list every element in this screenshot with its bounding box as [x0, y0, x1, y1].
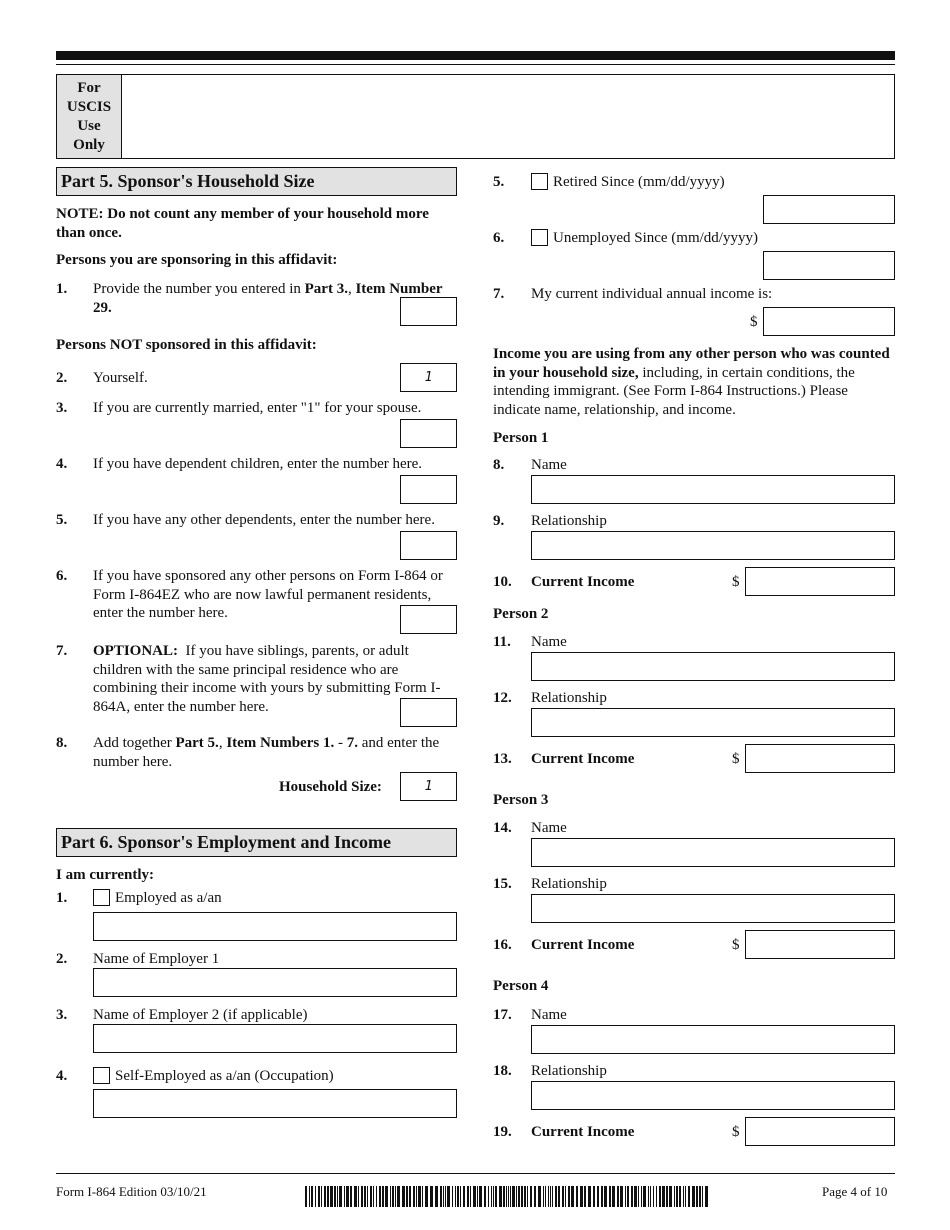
barcode-bar	[538, 1186, 541, 1207]
barcode-bar	[495, 1186, 497, 1207]
item1-text: Provide the number you entered in Part 3., Item Number 29.	[93, 281, 443, 316]
form-edition: Form I-864 Edition 03/10/21	[56, 1184, 207, 1199]
current-income-label: Current Income	[531, 751, 635, 767]
barcode-bar	[527, 1186, 528, 1207]
barcode-bar	[679, 1186, 681, 1207]
item-number: 5.	[56, 512, 68, 528]
barcode-bar	[385, 1186, 388, 1207]
sponsored-lpr-field[interactable]	[400, 605, 457, 634]
item6-text: If you have sponsored any other persons on Form I-864 or Form I-864EZ who are now lawful permanent residents, enter the number here.	[93, 568, 443, 621]
barcode-bar	[702, 1186, 703, 1207]
item-number: 13.	[493, 751, 512, 767]
barcode-bar	[413, 1186, 415, 1207]
barcode-bar	[609, 1186, 611, 1207]
barcode-bar	[627, 1186, 629, 1207]
barcode-bar	[643, 1186, 646, 1207]
barcode-bar	[580, 1186, 583, 1207]
sponsoring-heading: Persons you are sponsoring in this affidavit:	[56, 252, 338, 268]
household-size-label: Household Size:	[279, 779, 382, 795]
person4-name-field[interactable]	[531, 1025, 895, 1054]
barcode-bar	[674, 1186, 675, 1207]
barcode-bar	[367, 1186, 368, 1207]
person2-relationship-field[interactable]	[531, 708, 895, 737]
item-number: 7.	[56, 643, 68, 659]
employer1-field[interactable]	[93, 968, 457, 997]
other-income-instructions: Income you are using from any other person who was counted in your household size, including, in certain conditions, the intending immigrant. (See Form I-864 Instructions.) Please indicate name, relationship, and income.	[493, 346, 890, 418]
barcode-bar	[397, 1186, 400, 1207]
barcode-bar	[530, 1186, 532, 1207]
barcode-bar	[376, 1186, 377, 1207]
barcode-bar	[565, 1186, 566, 1207]
barcode-bar	[548, 1186, 549, 1207]
item2-text: Yourself.	[93, 370, 148, 386]
barcode-bar	[440, 1186, 442, 1207]
barcode-bar	[612, 1186, 615, 1207]
barcode-bar	[699, 1186, 701, 1207]
person3-relationship-field[interactable]	[531, 894, 895, 923]
current-income-label: Current Income	[531, 574, 635, 590]
barcode-bar	[638, 1186, 639, 1207]
barcode-bar	[488, 1186, 489, 1207]
person3-heading: Person 3	[493, 792, 549, 808]
item-number: 16.	[493, 937, 512, 953]
barcode-bar	[327, 1186, 329, 1207]
barcode-bar	[508, 1186, 509, 1207]
employed-occupation-field[interactable]	[93, 912, 457, 941]
barcode-bar	[463, 1186, 465, 1207]
barcode-bar	[692, 1186, 695, 1207]
employed-label: Employed as a/an	[115, 890, 222, 906]
barcode-bar	[455, 1186, 456, 1207]
page-number: Page 4 of 10	[822, 1184, 888, 1199]
item-number: 1.	[56, 281, 68, 297]
item-number: 19.	[493, 1124, 512, 1140]
person3-name-field[interactable]	[531, 838, 895, 867]
barcode-bar	[473, 1186, 476, 1207]
item-number: 3.	[56, 1007, 68, 1023]
barcode-bar	[354, 1186, 357, 1207]
barcode-bar	[576, 1186, 578, 1207]
i864a-count-field[interactable]	[400, 698, 457, 727]
unemployed-date-field[interactable]	[763, 251, 895, 280]
self-employed-occupation-field[interactable]	[93, 1089, 457, 1118]
barcode-bar	[484, 1186, 486, 1207]
retired-date-field[interactable]	[763, 195, 895, 224]
barcode-bar	[648, 1186, 649, 1207]
barcode-bar	[516, 1186, 517, 1207]
barcode-bar	[593, 1186, 595, 1207]
barcode-bar	[334, 1186, 336, 1207]
unemployed-checkbox[interactable]	[531, 229, 548, 246]
barcode-bar	[392, 1186, 394, 1207]
currently-label: I am currently:	[56, 867, 155, 883]
employer2-label: Name of Employer 2 (if applicable)	[93, 1007, 308, 1023]
barcode-bar	[425, 1186, 428, 1207]
current-income-label: Current Income	[531, 1124, 635, 1140]
barcode-bar	[318, 1186, 320, 1207]
relationship-label: Relationship	[531, 876, 607, 892]
barcode-bar	[568, 1186, 570, 1207]
barcode-bar	[470, 1186, 471, 1207]
barcode-bar	[382, 1186, 384, 1207]
barcode-bar	[696, 1186, 698, 1207]
sponsored-count-field[interactable]	[400, 297, 457, 326]
item4-text: If you have dependent children, enter the number here.	[93, 456, 423, 472]
person1-income-field[interactable]	[745, 567, 895, 596]
relationship-label: Relationship	[531, 1063, 607, 1079]
person4-relationship-field[interactable]	[531, 1081, 895, 1110]
barcode-bar	[373, 1186, 374, 1207]
dollar-sign: $	[732, 751, 740, 767]
barcode-bar	[443, 1186, 444, 1207]
barcode-bar	[597, 1186, 599, 1207]
barcode-bar	[491, 1186, 492, 1207]
barcode-bar	[558, 1186, 560, 1207]
barcode-bar	[634, 1186, 637, 1207]
barcode-bar	[418, 1186, 421, 1207]
annual-income-field[interactable]	[763, 307, 895, 336]
item-number: 8.	[56, 735, 68, 751]
barcode-bar	[477, 1186, 478, 1207]
part5-note: NOTE: Do not count any member of your household more than once.	[56, 206, 429, 241]
barcode-bar	[506, 1186, 507, 1207]
item8-text: Add together Part 5., Item Numbers 1. - 7. and enter the number here.	[93, 735, 440, 770]
dollar-sign: $	[750, 314, 758, 330]
annual-income-label: My current individual annual income is:	[531, 286, 773, 302]
barcode-bar	[309, 1186, 310, 1207]
barcode-bar	[656, 1186, 657, 1207]
barcode-bar	[311, 1186, 313, 1207]
item-number: 7.	[493, 286, 505, 302]
item-number: 2.	[56, 370, 68, 386]
part5-header: Part 5. Sponsor's Household Size	[56, 167, 457, 196]
barcode-bar	[676, 1186, 678, 1207]
item-number: 4.	[56, 1068, 68, 1084]
footer-rule	[56, 1173, 895, 1174]
barcode-bar	[503, 1186, 505, 1207]
item-number: 9.	[493, 513, 505, 529]
barcode-bar	[683, 1186, 684, 1207]
barcode-bar	[445, 1186, 446, 1207]
person1-name-field[interactable]	[531, 475, 895, 504]
name-label: Name	[531, 820, 567, 836]
other-dependents-field[interactable]	[400, 531, 457, 560]
barcode-bar	[479, 1186, 482, 1207]
barcode-bar	[552, 1186, 553, 1207]
person4-income-field[interactable]	[745, 1117, 895, 1146]
barcode-bar	[705, 1186, 708, 1207]
name-label: Name	[531, 634, 567, 650]
barcode-bar	[534, 1186, 536, 1207]
item3-text: If you are currently married, enter "1" for your spouse.	[93, 400, 422, 416]
barcode-bar	[422, 1186, 423, 1207]
uscis-use-only-box	[56, 74, 895, 159]
barcode-bar	[350, 1186, 352, 1207]
barcode-bar	[457, 1186, 459, 1207]
relationship-label: Relationship	[531, 513, 607, 529]
barcode-bar	[543, 1186, 544, 1207]
barcode-bar	[584, 1186, 586, 1207]
name-label: Name	[531, 457, 567, 473]
person2-name-field[interactable]	[531, 652, 895, 681]
employer1-label: Name of Employer 1	[93, 951, 220, 967]
person3-income-field[interactable]	[745, 930, 895, 959]
person2-income-field[interactable]	[745, 744, 895, 773]
barcode-bar	[669, 1186, 672, 1207]
barcode-bar	[321, 1186, 322, 1207]
self-employed-checkbox[interactable]	[93, 1067, 110, 1084]
barcode-bar	[524, 1186, 526, 1207]
barcode-bar	[659, 1186, 661, 1207]
barcode-bar	[406, 1186, 408, 1207]
dependent-children-field[interactable]	[400, 475, 457, 504]
item-number: 4.	[56, 456, 68, 472]
barcode-bar	[518, 1186, 520, 1207]
retired-label: Retired Since (mm/dd/yyyy)	[553, 174, 725, 190]
barcode-bar	[409, 1186, 411, 1207]
barcode-bar	[379, 1186, 381, 1207]
not-sponsored-heading: Persons NOT sponsored in this affidavit:	[56, 337, 317, 353]
barcode-bar	[662, 1186, 665, 1207]
barcode-bar	[493, 1186, 494, 1207]
item-number: 14.	[493, 820, 512, 836]
item-number: 6.	[56, 568, 68, 584]
barcode-bar	[625, 1186, 626, 1207]
barcode	[305, 1186, 712, 1207]
barcode-bar	[685, 1186, 686, 1207]
barcode-bar	[650, 1186, 651, 1207]
barcode-bar	[666, 1186, 668, 1207]
spouse-count-field[interactable]	[400, 419, 457, 448]
barcode-bar	[550, 1186, 551, 1207]
barcode-bar	[361, 1186, 363, 1207]
dollar-sign: $	[732, 937, 740, 953]
yourself-count-field[interactable]: 1	[400, 363, 457, 392]
barcode-bar	[588, 1186, 591, 1207]
dollar-sign: $	[732, 574, 740, 590]
item5-text: If you have any other dependents, enter the number here.	[93, 512, 435, 528]
barcode-bar	[620, 1186, 623, 1207]
person1-heading: Person 1	[493, 430, 549, 446]
barcode-bar	[344, 1186, 345, 1207]
barcode-bar	[452, 1186, 453, 1207]
barcode-bar	[330, 1186, 333, 1207]
barcode-bar	[653, 1186, 654, 1207]
item-number: 6.	[493, 230, 505, 246]
item-number: 2.	[56, 951, 68, 967]
barcode-bar	[447, 1186, 450, 1207]
barcode-bar	[545, 1186, 546, 1207]
barcode-bar	[358, 1186, 359, 1207]
barcode-bar	[688, 1186, 690, 1207]
barcode-bar	[416, 1186, 417, 1207]
barcode-bar	[562, 1186, 564, 1207]
barcode-bar	[571, 1186, 574, 1207]
retired-checkbox[interactable]	[531, 173, 548, 190]
item7-text: OPTIONAL: If you have siblings, parents, or adult children with the same principal residence who are combining their income with yours by submitting Form I-864A, enter the number here.	[93, 643, 441, 715]
person4-heading: Person 4	[493, 978, 549, 994]
barcode-bar	[402, 1186, 405, 1207]
barcode-bar	[315, 1186, 316, 1207]
dollar-sign: $	[732, 1124, 740, 1140]
barcode-bar	[641, 1186, 642, 1207]
barcode-bar	[337, 1186, 338, 1207]
top-rule-thick	[56, 51, 895, 60]
name-label: Name	[531, 1007, 567, 1023]
barcode-bar	[346, 1186, 349, 1207]
item-number: 1.	[56, 890, 68, 906]
barcode-bar	[395, 1186, 396, 1207]
part6-header: Part 6. Sponsor's Employment and Income	[56, 828, 457, 857]
barcode-bar	[631, 1186, 633, 1207]
employer2-field[interactable]	[93, 1024, 457, 1053]
person2-heading: Person 2	[493, 606, 549, 622]
barcode-bar	[555, 1186, 557, 1207]
barcode-bar	[617, 1186, 619, 1207]
unemployed-label: Unemployed Since (mm/dd/yyyy)	[553, 230, 758, 246]
item-number: 15.	[493, 876, 512, 892]
barcode-bar	[370, 1186, 372, 1207]
employed-checkbox[interactable]	[93, 889, 110, 906]
uscis-use-only-label: For USCIS Use Only	[57, 75, 122, 158]
relationship-label: Relationship	[531, 690, 607, 706]
barcode-bar	[467, 1186, 469, 1207]
barcode-bar	[364, 1186, 366, 1207]
item-number: 10.	[493, 574, 512, 590]
item-number: 18.	[493, 1063, 512, 1079]
person1-relationship-field[interactable]	[531, 531, 895, 560]
barcode-bar	[460, 1186, 461, 1207]
barcode-bar	[521, 1186, 523, 1207]
item-number: 3.	[56, 400, 68, 416]
item-number: 11.	[493, 634, 511, 650]
item-number: 12.	[493, 690, 512, 706]
barcode-bar	[510, 1186, 511, 1207]
barcode-bar	[305, 1186, 307, 1207]
item-number: 8.	[493, 457, 505, 473]
top-rule-thin	[56, 64, 895, 65]
item-number: 5.	[493, 174, 505, 190]
barcode-bar	[390, 1186, 391, 1207]
barcode-bar	[339, 1186, 342, 1207]
barcode-bar	[601, 1186, 603, 1207]
barcode-bar	[430, 1186, 433, 1207]
barcode-bar	[499, 1186, 502, 1207]
self-employed-label: Self-Employed as a/an (Occupation)	[115, 1068, 334, 1084]
barcode-bar	[604, 1186, 607, 1207]
item-number: 17.	[493, 1007, 512, 1023]
current-income-label: Current Income	[531, 937, 635, 953]
household-size-field[interactable]: 1	[400, 772, 457, 801]
barcode-bar	[512, 1186, 515, 1207]
barcode-bar	[435, 1186, 438, 1207]
barcode-bar	[324, 1186, 326, 1207]
